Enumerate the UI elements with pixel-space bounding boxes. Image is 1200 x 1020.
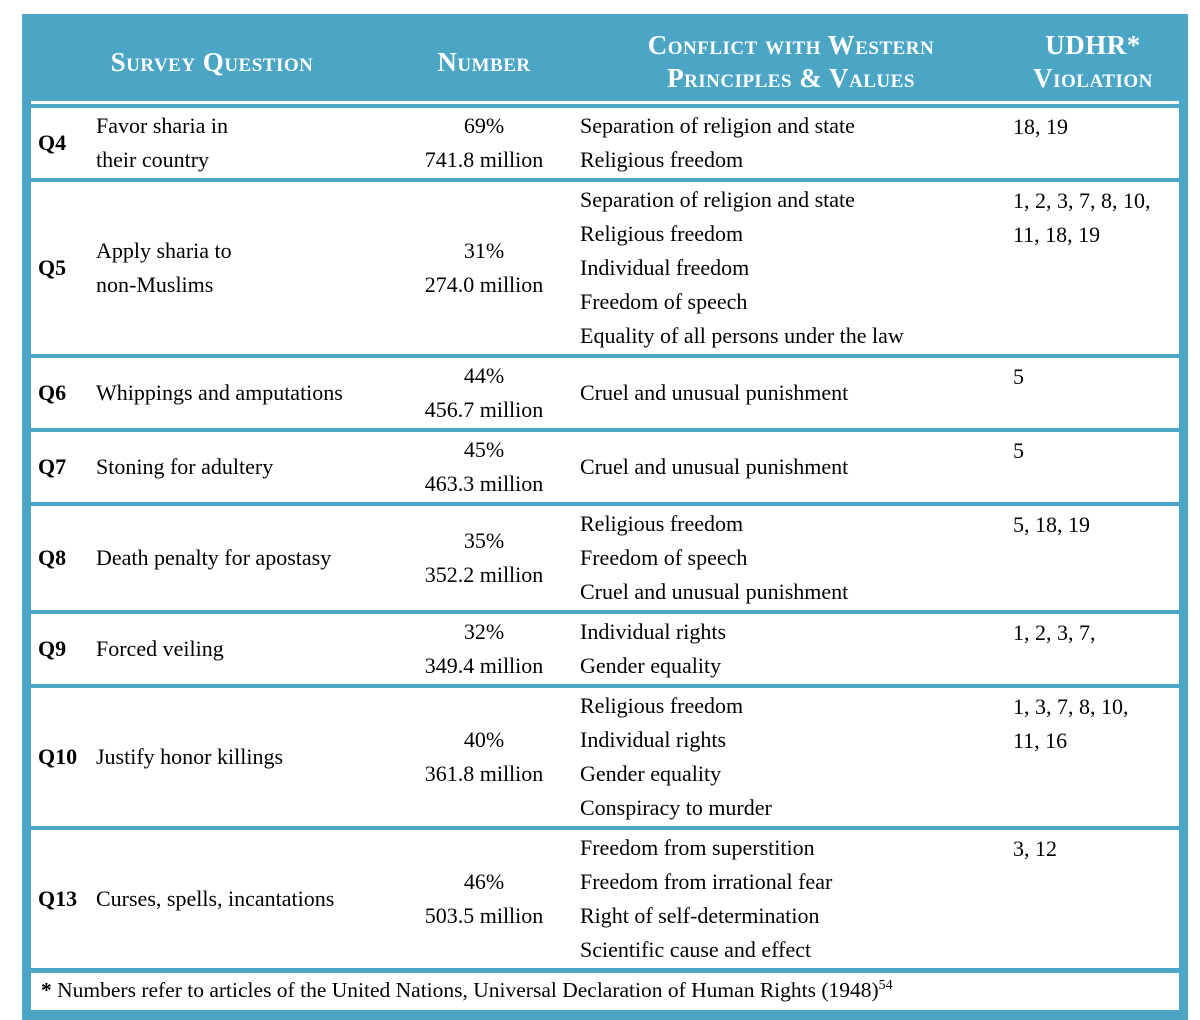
survey-question: Apply sharia to non-Muslims	[96, 238, 232, 297]
population-value: 463.3 million	[424, 471, 544, 496]
population-value: 274.0 million	[424, 272, 544, 297]
percent-value: 35%	[463, 528, 505, 553]
conflict-item: Freedom from superstition	[580, 835, 815, 860]
conflict-item: Freedom of speech	[580, 545, 748, 570]
table-row	[31, 610, 1179, 684]
conflict-item: Individual rights	[580, 727, 727, 752]
question-id: Q13	[38, 886, 78, 911]
udhr-cell: 5	[1013, 364, 1024, 389]
number-cell	[393, 506, 575, 610]
footnote-superscript: 54	[878, 977, 893, 993]
conflict-item: Equality of all persons under the law	[580, 323, 904, 348]
question-id: Q7	[38, 454, 67, 479]
udhr-cell: 3, 12	[1013, 836, 1057, 861]
conflict-item: Religious freedom	[580, 221, 744, 246]
udhr-cell: 1, 2, 3, 7, 8, 10, 11, 18, 19	[1013, 188, 1151, 247]
conflict-item: Cruel and unusual punishment	[580, 579, 849, 604]
question-id: Q8	[38, 545, 67, 570]
conflict-item: Religious freedom	[580, 511, 744, 536]
footnote	[31, 968, 1179, 1010]
conflicts-cell	[575, 506, 1007, 610]
conflict-item: Individual freedom	[580, 255, 750, 280]
udhr-cell: 1, 3, 7, 8, 10, 11, 16	[1013, 694, 1129, 753]
conflict-item: Individual rights	[580, 619, 727, 644]
survey-question: Justify honor killings	[96, 744, 284, 769]
survey-question: Curses, spells, incantations	[96, 886, 335, 911]
number-cell	[393, 830, 575, 968]
population-value: 456.7 million	[424, 397, 544, 422]
conflict-item: Religious freedom	[580, 693, 744, 718]
survey-question: Forced veiling	[96, 636, 224, 661]
percent-value: 46%	[463, 869, 505, 894]
udhr-cell: 1, 2, 3, 7,	[1013, 620, 1096, 645]
survey-question: Favor sharia in their country	[96, 113, 228, 172]
conflicts-cell	[575, 182, 1007, 354]
survey-udhr-table	[22, 14, 1188, 1020]
table-header-row	[31, 23, 1179, 101]
table-row	[31, 104, 1179, 178]
conflicts-cell	[575, 358, 1007, 428]
udhr-cell: 18, 19	[1013, 114, 1068, 139]
number-cell	[393, 432, 575, 502]
conflict-item: Right of self-determination	[580, 903, 820, 928]
percent-value: 69%	[463, 113, 505, 138]
conflicts-cell	[575, 108, 1007, 178]
header-udhr-violation: UDHR* Violation	[1033, 30, 1153, 93]
conflict-item: Gender equality	[580, 653, 722, 678]
table-row	[31, 826, 1179, 968]
question-id: Q4	[38, 130, 67, 155]
table-row	[31, 684, 1179, 826]
percent-value: 45%	[463, 437, 505, 462]
survey-question: Death penalty for apostasy	[96, 545, 332, 570]
percent-value: 44%	[463, 363, 505, 388]
survey-question: Whippings and amputations	[96, 380, 343, 405]
conflicts-cell	[575, 614, 1007, 684]
question-id: Q9	[38, 636, 67, 661]
table-row	[31, 178, 1179, 354]
conflict-item: Separation of religion and state	[580, 113, 855, 138]
question-id: Q6	[38, 380, 67, 405]
number-cell	[393, 688, 575, 826]
table-row	[31, 354, 1179, 428]
number-cell	[393, 182, 575, 354]
table-row	[31, 428, 1179, 502]
conflicts-cell	[575, 432, 1007, 502]
population-value: 352.2 million	[424, 562, 544, 587]
question-id: Q5	[38, 255, 67, 280]
udhr-cell: 5, 18, 19	[1013, 512, 1090, 537]
number-cell	[393, 108, 575, 178]
percent-value: 31%	[463, 238, 505, 263]
conflicts-cell	[575, 830, 1007, 968]
conflict-item: Scientific cause and effect	[580, 937, 812, 962]
header-conflict: Conflict with Western Principles & Values	[647, 30, 935, 93]
udhr-cell: 5	[1013, 438, 1024, 463]
conflict-item: Conspiracy to murder	[580, 795, 772, 820]
conflict-item: Separation of religion and state	[580, 187, 855, 212]
population-value: 741.8 million	[424, 147, 544, 172]
conflict-item: Freedom of speech	[580, 289, 748, 314]
population-value: 349.4 million	[424, 653, 544, 678]
footnote-text: Numbers refer to articles of the United Nations, Universal Declaration of Human Rights (1948)	[57, 978, 879, 1002]
conflicts-cell	[575, 688, 1007, 826]
conflict-item: Religious freedom	[580, 147, 744, 172]
table-row	[31, 502, 1179, 610]
number-cell	[393, 614, 575, 684]
conflict-item: Freedom from irrational fear	[580, 869, 833, 894]
question-id: Q10	[38, 744, 78, 769]
population-value: 361.8 million	[424, 761, 544, 786]
number-cell	[393, 358, 575, 428]
footnote-asterisk: *	[41, 978, 52, 1002]
header-number: Number	[437, 46, 531, 77]
conflict-item: Gender equality	[580, 761, 722, 786]
header-survey-question: Survey Question	[110, 46, 314, 77]
survey-question: Stoning for adultery	[96, 454, 274, 479]
percent-value: 32%	[463, 619, 505, 644]
percent-value: 40%	[463, 727, 505, 752]
conflict-item: Cruel and unusual punishment	[580, 454, 849, 479]
conflict-item: Cruel and unusual punishment	[580, 380, 849, 405]
population-value: 503.5 million	[424, 903, 544, 928]
